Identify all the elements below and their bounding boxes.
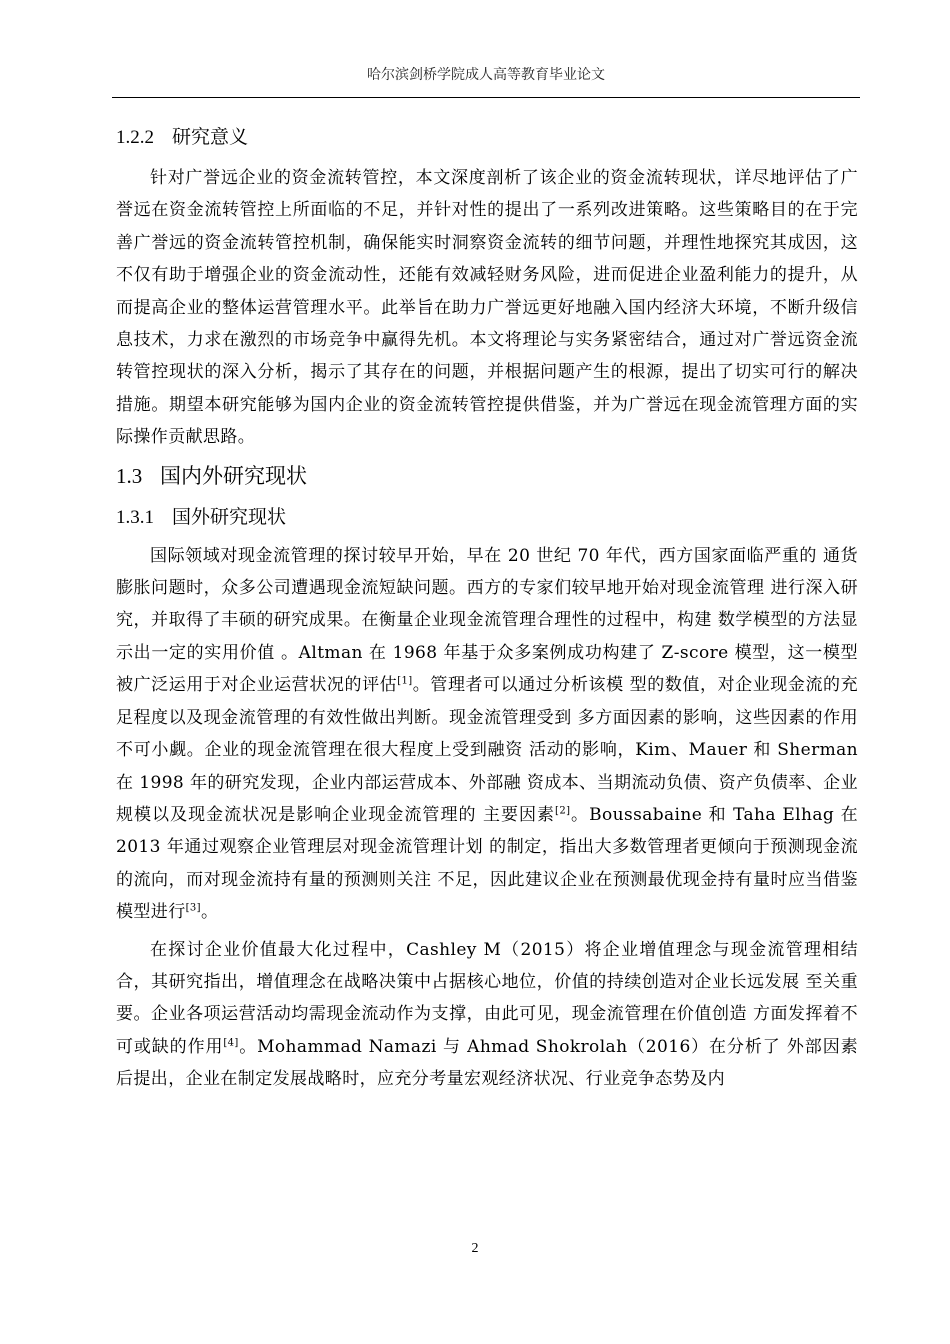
- citation-2: [2]: [555, 805, 571, 817]
- paragraph-text: 。: [200, 902, 219, 923]
- section-heading-1-2-2: [116, 122, 858, 152]
- section-number: 1.3.1: [116, 506, 154, 528]
- paragraph-text: 。Boussabaine 和 Taha Elhag 在 2013 年通过观察企业管理层对现金流管理计划 的制定，指出大多数管理者更倾向于预测现金流的流向，而对现金流持有量的预测则关注 不足，因此建议企业在预测最优现金持有量时应当借鉴模型进行: [116, 804, 858, 923]
- paragraph-text: 。管理者可以通过分析该模 型的数值，对企业现金流的充足程度以及现金流管理的有效性做出判断。现金流管理受到 多方面因素的影响，这些因素的作用不可小觑。企业的现金流管理在很大程度上受到融资 活动的影响，Kim、Mauer 和 Sherman 在 1998 年的研究发现，企业内部运营成本、外部融 资成本、当期流动负债、资产负债率、企业规模以及现金流状况是影响企业现金流管理的 主要因素: [116, 675, 858, 825]
- citation-3: [3]: [185, 902, 201, 914]
- citation-4: [4]: [223, 1037, 239, 1049]
- paragraph-text: 国际领域对现金流管理的探讨较早开始，早在 20 世纪 70 年代，西方国家面临严重的 通货膨胀问题时，众多公司遭遇现金流短缺问题。西方的专家们较早地开始对现金流管理 进行深入研究，并取得了丰硕的研究成果。在衡量企业现金流管理合理性的过程中，构建 数学模型的方法显示出一定的实用价值 。Altman 在 1968 年基于众多案例成功构建了 Z-score 模型，这一模型被广泛运用于对企业运营状况的评估: [116, 545, 858, 696]
- section-title: 研究意义: [172, 126, 249, 148]
- document-body: [116, 122, 858, 1096]
- section-heading-1-3-1: [116, 502, 858, 532]
- citation-1: [1]: [397, 675, 413, 687]
- page-number: 2: [471, 1241, 479, 1256]
- section-title: 国外研究现状: [172, 505, 287, 528]
- paragraph-text: 在探讨企业价值最大化过程中，Cashley M（2015）将企业增值理念与现金流管理相结 合，其研究指出，增值理念在战略决策中占据核心地位，价值的持续创造对企业长远发展 至关重要。企业各项运营活动均需现金流动作为支撑，由此可见，现金流管理在价值创造 方面发挥着不可或缺的作用: [116, 939, 858, 1057]
- section-number: 1.2.2: [116, 127, 154, 148]
- paragraph-text: 。Mohammad Namazi 与 Ahmad Shokrolah（2016）在分析了 外部因素后提出，企业在制定发展战略时，应充分考量宏观经济状况、行业竞争态势及内: [116, 1036, 858, 1090]
- page-header-title: 哈尔滨剑桥学院成人高等教育毕业论文: [367, 67, 605, 83]
- paragraph-research-significance: 针对广誉远企业的资金流转管控，本文深度剖析了该企业的资金流转现状，详尽地评估了广誉远在资金流转管控上所面临的不足，并针对性的提出了一系列改进策略。这些策略目的在于完善广誉远的资金流转管控机制，确保能实时洞察资金流转的细节问题，并理性地探究其成因，这不仅有助于增强企业的资金流动性，还能有效减轻财务风险，进而促进企业盈利能力的提升，从而提高企业的整体运营管理水平。此举旨在助力广誉远更好地融入国内经济大环境，不断升级信息技术，力求在激烈的市场竞争中赢得先机。本文将理论与实务紧密结合，通过对广誉远资金流转管控现状的深入分析，揭示了其存在的问题，并根据问题产生的根源，提出了切实可行的解决措施。期望本研究能够为国内企业的资金流转管控提供借鉴，并为广誉远在现金流管理方面的实际操作贡献思路。: [116, 168, 858, 448]
- paragraph-foreign-research: [116, 540, 858, 929]
- section-title: 国内外研究现状: [160, 463, 307, 488]
- paragraph-value-maximization: [116, 934, 858, 1096]
- header-divider: [112, 97, 860, 98]
- section-number: 1.3: [116, 463, 143, 488]
- section-heading-1-3: [116, 460, 858, 492]
